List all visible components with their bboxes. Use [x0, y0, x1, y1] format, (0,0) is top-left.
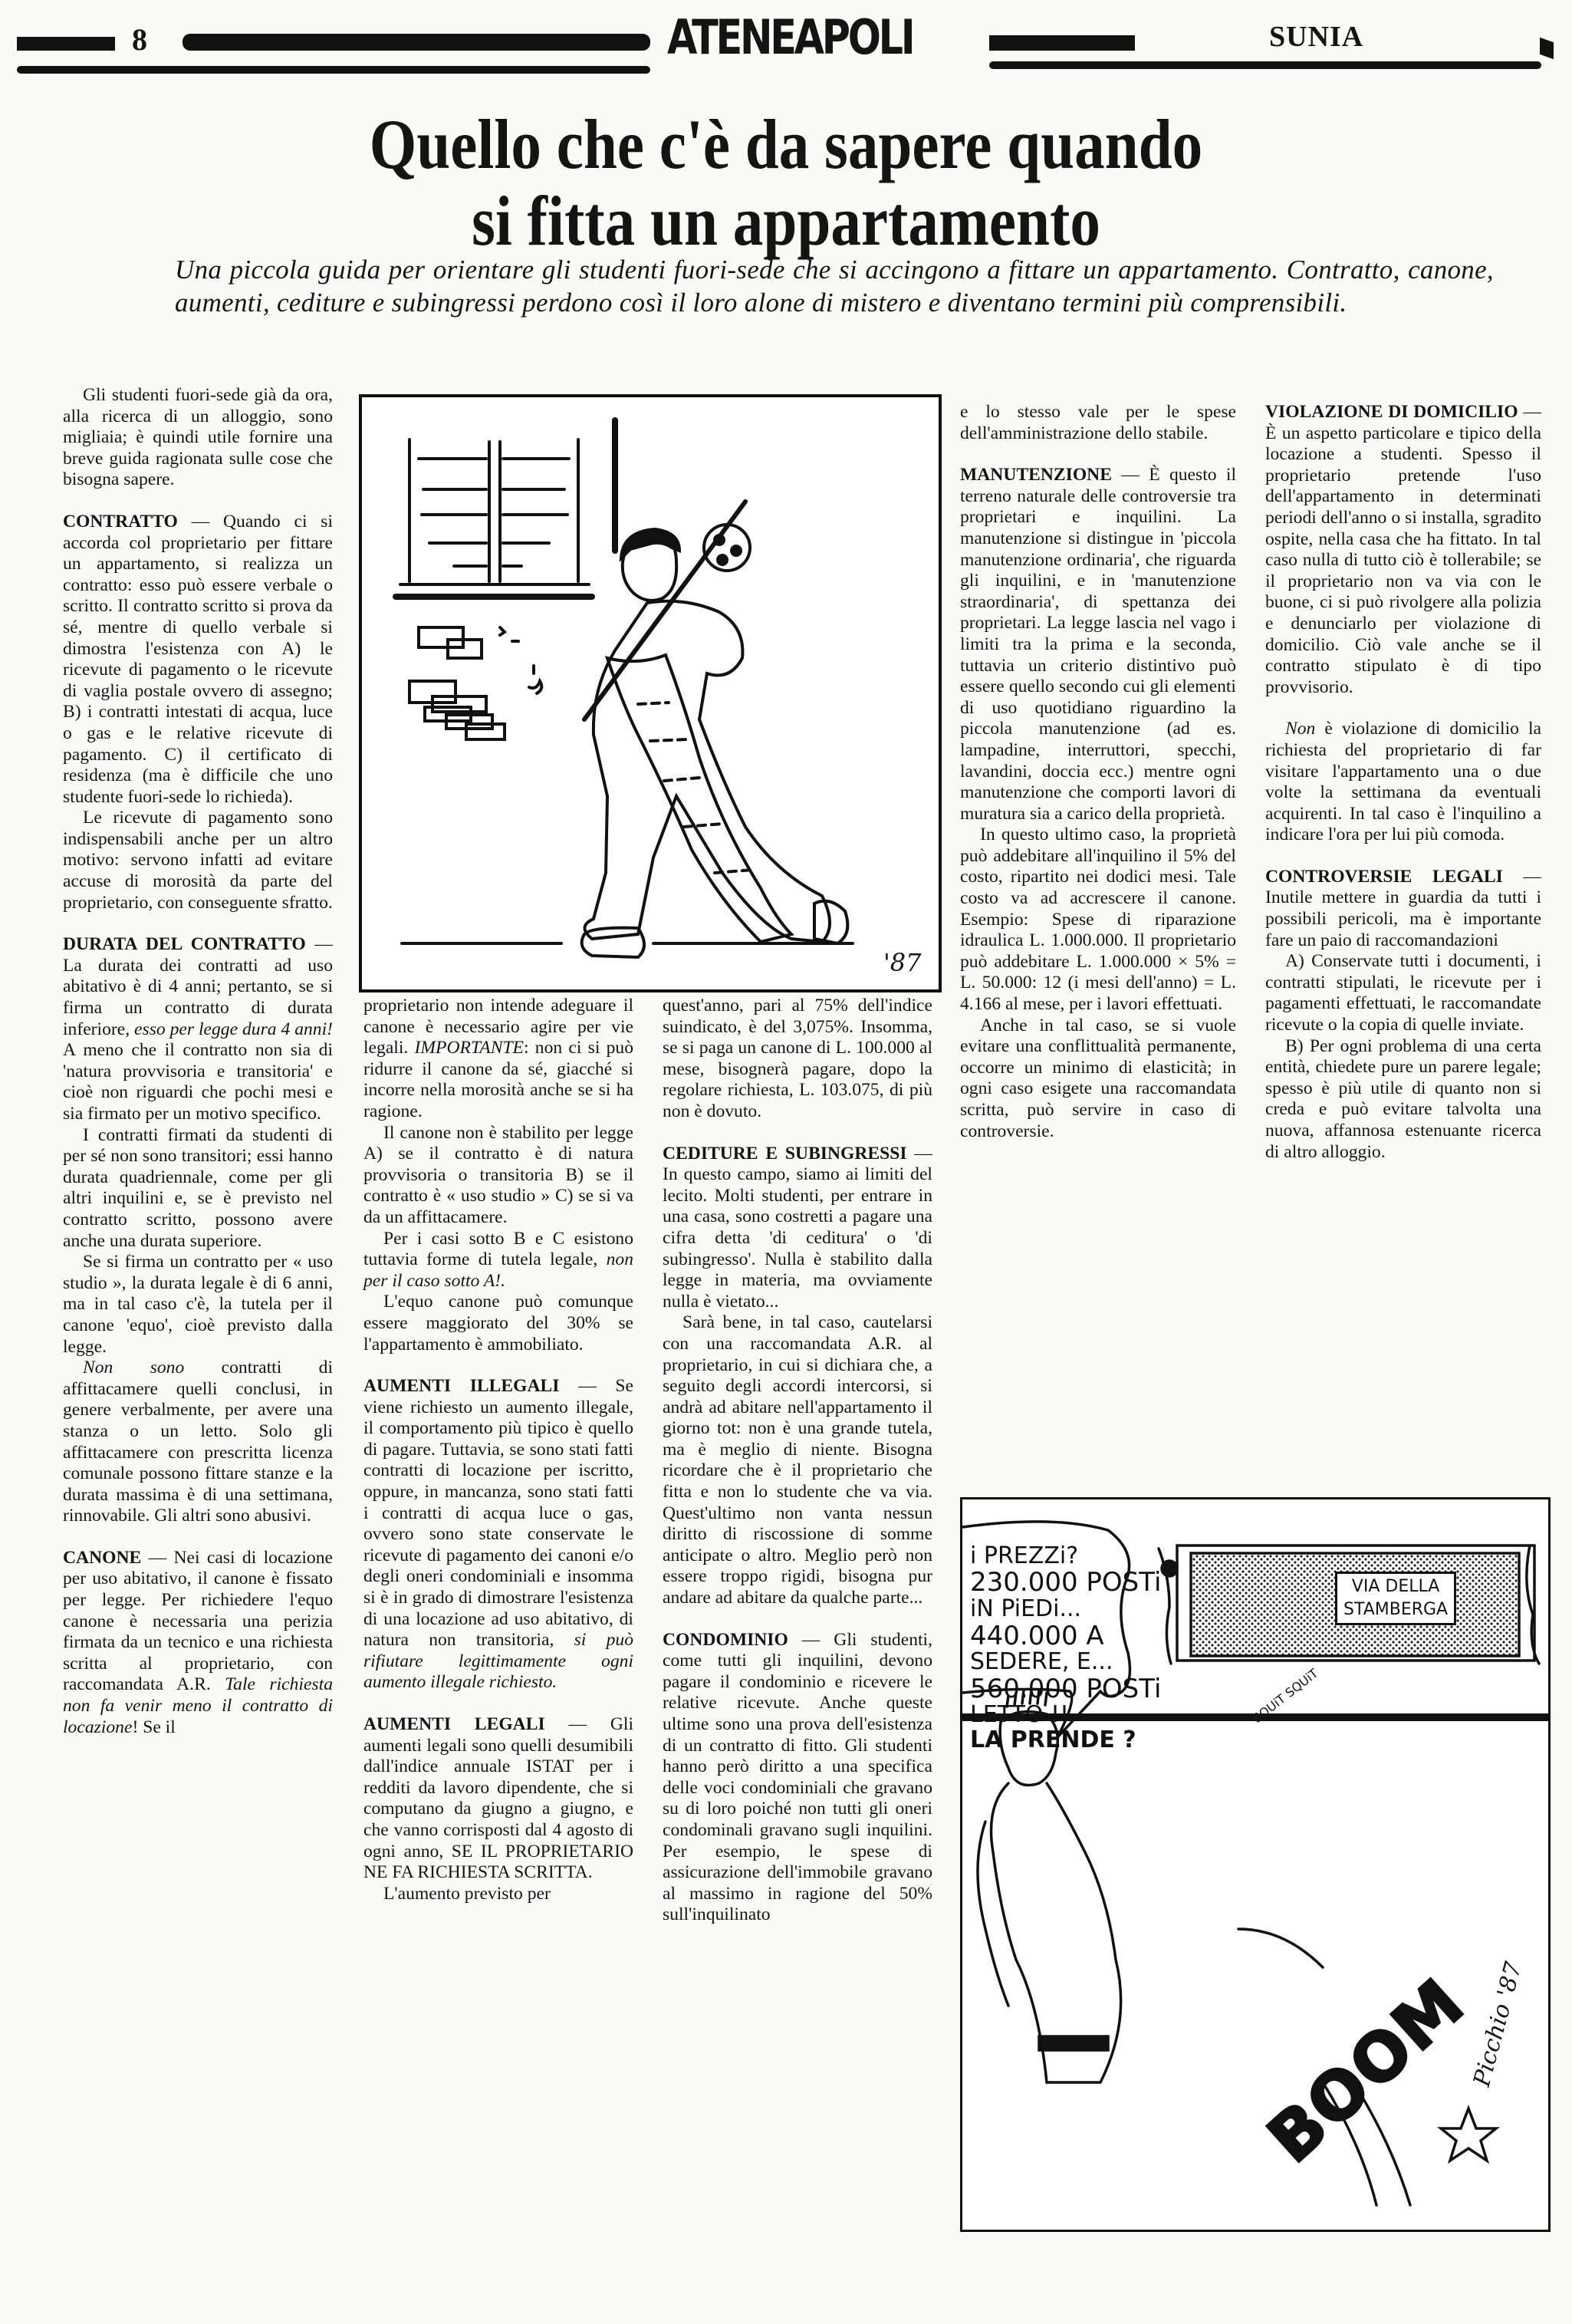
- section-contratto: CONTRATTO — Quando ci si accorda col proprietario per fittare un appartamento, si realizza un contratto: esso può essere verbale o scritto. Il contratto scritto si prova da sé, mentre di quello verbale si dimostra l'esistenza con A) le ricevute di pagamento o le ricevute di vaglia postale ovvero di assegno; B) i contratti intestati di acqua, luce o gas e le relative ricevute di pagamento. C) il certificato di residenza (ma è difficile che uno studente fuori-sede lo richieda).: [63, 511, 333, 807]
- cartoon-signature: Picchio '87: [1468, 1959, 1528, 2090]
- heading-manutenzione: MANUTENZIONE: [960, 465, 1112, 486]
- speech-bubble: [970, 1544, 1161, 1753]
- paragraph-equo-canone: L'equo canone può comunque essere maggiorato del 30% se l'appartamento è ammobiliato.: [363, 1292, 633, 1355]
- section-aumenti-legali: AUMENTI LEGALI — Gli aumenti legali sono quelli desumibili dall'indice annuale ISTAT per i redditi da lavoro dipendente, che si computano da giugno a giugno, e che vanno corrisposti dal 4 agosto di ogni anno, SE IL PROPRIETARIO NE FA RICHIESTA SCRITTA.: [363, 1714, 633, 1883]
- masthead-rule-right-short: [989, 35, 1135, 51]
- column-4: [960, 402, 1236, 1142]
- heading-aumenti-illegali: AUMENTI ILLEGALI: [363, 1376, 560, 1397]
- masthead-rule-left-bottom: [17, 66, 650, 74]
- speech-line: LA PRENDE ?: [970, 1726, 1136, 1753]
- paragraph-uso-studio: Se si firma un contratto per « uso studio », la durata legale è di 6 anni, ma in tal caso c'è, la tutela per il canone 'equo', cioè previsto dalla legge.: [63, 1252, 333, 1357]
- speech-line: iN PiEDi...: [970, 1595, 1082, 1623]
- speech-line: SEDERE, E...: [970, 1648, 1113, 1676]
- sound-effect-squit: SQUiT SQUiT: [1250, 1665, 1321, 1726]
- section-violazione: VIOLAZIONE DI DOMICILIO — È un aspetto particolare e tipico della locazione a studenti. Spesso il proprietario pretende l'uso dell'appartamento in determinati periodi dell'anno o si installa, sgradito ospite, nella casa che ha fittato. In tal caso nulla di tutto ciò è tollerabile; se il proprietario non va via con le buone, ci si può rivolgere alla polizia e denunciarlo per violazione di domicilio. Ciò vale anche se il contratto stipulato è di tipo provvisorio.: [1265, 402, 1541, 697]
- illustration-signature: '87: [883, 948, 922, 977]
- section-manutenzione: MANUTENZIONE — È questo il terreno naturale delle controversie tra proprietari e inquilini. La manutenzione si distingue in 'piccola manutenzione ordinaria', che riguarda gli inquilini, e in 'manutenzione straordinaria', di spettanza dei proprietari. La legge lascia nel vago i limiti tra la prima e la seconda, tuttavia un criterio distintivo può essere quello secondo cui gli elementi di uso quotidiano riguardino la piccola manutenzione (ad es. lampadine, interruttori, specchi, lavandini, doccia ecc.) mentre ogni manutenzione che comporti lavori di muratura sia a carico della proprietà.: [960, 465, 1236, 824]
- heading-canone: CANONE: [63, 1547, 142, 1568]
- sign-line-2: STAMBERGA: [1343, 1600, 1449, 1619]
- cartoon-stamberga: [960, 1497, 1551, 2232]
- heading-contratto: CONTRATTO: [63, 511, 178, 532]
- paragraph-sara-bene: Sarà bene, in tal caso, cautelarsi con una raccomandata A.R. al proprietario, in cui si dichiara che, a seguito degli accordi intercorsi, si andrà ad abitare nell'appartamento il giorno tot: non è una grande tutela, ma è meglio di niente. Bisogna ricordare che è il proprietario che fitta e non lo studente che va via. Quest'ultimo non vanta nessun diritto di riscossione di somme anticipate o altro. Meglio però non essere troppo rigidi, bisogna pur andare ad abitare da qualche parte...: [663, 1312, 932, 1608]
- masthead: [0, 0, 1572, 84]
- recommendation-b: B) Per ogni problema di una certa entità, chiedete pure un parere legale; spesso è più utile di quanto non si creda e può evitare talvolta una nuova, affannosa estenuante ricerca di altro alloggio.: [1265, 1035, 1541, 1162]
- paragraph-anche: Anche in tal caso, se si vuole evitare una conflittualità permanente, occorre un minimo di elasticità; in ogni caso esigete una raccomandata scritta, può servire in caso di controversie.: [960, 1015, 1236, 1141]
- section-aumenti-illegali: AUMENTI ILLEGALI — Se viene richiesto un aumento illegale, il comportamento più tipico è quello di pagare. Tuttavia, se sono stati fatti contratti di locazione per iscritto, oppure, in mancanza, sono stati fatti i contratti di acqua luce o gas, ovvero sono state conservate le ricevute di pagamento dei canoni e/o degli oneri condominiali e insomma si è in grado di dimostrare l'esistenza di una locazione ad uso abitativo, di natura non transitoria, si può rifiutare legittimamente ogni aumento illegale richiesto.: [363, 1376, 634, 1693]
- heading-condominio: CONDOMINIO: [663, 1629, 788, 1650]
- column-5: [1265, 402, 1541, 1163]
- masthead-rule-left-top: [183, 34, 650, 51]
- section-cediture: CEDITURE E SUBINGRESSI — In questo campo, siamo ai limiti del lecito. Molti studenti, per entrare in una casa, sono costretti a pagare una cifra detta 'di ceditura' o 'di subingresso'. Nulla è stabilito dalla legge in materia, ma ovviamente nulla è vietato...: [663, 1143, 932, 1312]
- headline-line-1: Quello che c'è da sapere quando: [369, 105, 1203, 183]
- sign-line-1: VIA DELLA: [1351, 1577, 1440, 1596]
- paragraph-canone-cont: proprietario non intende adeguare il canone è necessario agire per vie legali. IMPORTANTE: non ci si può ridurre il canone da sé, giacché si incorre nella morosità anche se si ha ragione.: [363, 996, 634, 1121]
- heading-cediture: CEDITURE E SUBINGRESSI: [663, 1143, 907, 1164]
- speech-line: 230.000 POSTi: [970, 1567, 1162, 1598]
- speech-line: LETTO !!: [970, 1701, 1069, 1729]
- paragraph-non-violazione: Non è violazione di domicilio la richiesta del proprietario di far visitare l'appartamento una o due volte la settimana da eventuali acquirenti. In tal caso è l'inquilino a indicare l'ora per lui più comoda.: [1265, 719, 1541, 845]
- section-label: SUNIA: [1269, 21, 1364, 53]
- paragraph-firmati: I contratti firmati da studenti di per sé non sono transitori; essi hanno durata quadriennale, come per gli altri inquilini e, se è previsto nel contratto scritto, possono avere anche una durata superiore.: [63, 1124, 333, 1251]
- section-condominio: CONDOMINIO — Gli studenti, come tutti gli inquilini, devono pagare il condominio e ricevere le relative ricevute. Anche queste ultime sono una prova dell'esistenza di un contratto di fitto. Gli studenti hanno però diritto a una specifica delle voci condominiali che gravano su di loro poiché non tutti gli oneri condominali gravano sugli inquilini. Per esempio, le spese di assicurazione dell'immobile gravano al massimo in ragione del 50% sull'inquilinato: [663, 1629, 932, 1925]
- column-2: [363, 996, 633, 1904]
- page-number: 8: [132, 22, 147, 57]
- paragraph-ultimo-caso: In questo ultimo caso, la proprietà può addebitare all'inquilino il 5% del costo, ripartito nei dodici mesi. Tale costo va ad accrescere il canone. Esempio: Spese di riparazione idraulica L. 1.000.000. Il proprietario può addebitare L. 1.000.000 × 5% = L. 50.000: 12 (i mesi dell'anno) = L. 4.166 al mese, per i lavori effettuati.: [960, 825, 1236, 1015]
- masthead-hook-ornament: [1540, 38, 1554, 60]
- article-standfirst: Una piccola guida per orientare gli studenti fuori-sede che si accingono a fittare un appartamento. Contratto, canone, aumenti, cediture e subingressi perdono così il loro alone di mistero e diventano termini più comprensibili.: [175, 255, 1494, 318]
- illustration-student-moving: [359, 394, 942, 992]
- heading-controversie: CONTROVERSIE LEGALI: [1265, 866, 1503, 887]
- masthead-rule-right-long: [989, 61, 1541, 69]
- paragraph-aumento-cont: quest'anno, pari al 75% dell'indice suindicato, è del 3,075%. Insomma, se si paga un canone di L. 100.000 al mese, bisognerà pagare, dopo la regolare richiesta, L. 103.075, di più non è dovuto.: [663, 996, 932, 1121]
- recommendation-a: A) Conservate tutti i documenti, i contratti stipulati, le ricevute per i pagamenti effettuati, le raccomandate ricevute o la copia di quelle inviate.: [1265, 951, 1541, 1035]
- speech-line: 560.000 POSTi: [970, 1673, 1162, 1704]
- illustration-drawing: [362, 397, 939, 989]
- sound-effect-boom: BOOM: [1254, 1964, 1479, 2178]
- section-canone: CANONE — Nei casi di locazione per uso abitativo, il canone è fissato per legge. Per richiedere l'equo canone è necessaria una perizia firmata da un tecnico e una richiesta scritta al proprietario, con raccomandata A.R. Tale richiesta non fa venir meno il contratto di locazione! Se il: [63, 1547, 333, 1737]
- paragraph-affittacamere: Non sono contratti di affittacamere quelli conclusi, in genere verbalmente, per avere una stanza o un letto. Solo gli affittacamere con prescritta licenza comunale possono fittare stanze e la durata massima è di una settimana, rinnovabile. Gli altri sono abusivi.: [63, 1358, 333, 1526]
- paragraph-aumento-previsto: L'aumento previsto per: [383, 1883, 551, 1904]
- headline-line-2: si fitta un appartamento: [472, 182, 1100, 260]
- paragraph-ricevute: Le ricevute di pagamento sono indispensabili anche per un altro motivo: servono infatti ad evitare accuse di morosità da parte del proprietario, con conseguente sfratto.: [63, 808, 333, 913]
- paragraph-non-stabilito: Il canone non è stabilito per legge A) se il contratto è di natura provvisoria o transitoria B) se il contratto è « uso studio » C) se si va da un affittacamere.: [363, 1122, 633, 1227]
- heading-violazione: VIOLAZIONE DI DOMICILIO: [1265, 402, 1518, 422]
- article-headline: [242, 106, 1330, 259]
- section-durata: DURATA DEL CONTRATTO — La durata dei contratti ad uso abitativo è di 4 anni; pertanto, se si firma un contratto di durata inferiore, esso per legge dura 4 anni! A meno che il contratto non sia di 'natura provvisoria e transitoria' e cioè non riguardi che pochi mesi e sia firmato per un motivo specifico.: [63, 934, 334, 1124]
- masthead-rule-left-short: [17, 37, 115, 51]
- column-1: [63, 385, 333, 1738]
- speech-line: 440.000 A: [970, 1620, 1104, 1651]
- street-sign: [1335, 1572, 1456, 1625]
- heading-aumenti-legali: AUMENTI LEGALI: [363, 1714, 545, 1734]
- paragraph-casi-bc: Per i casi sotto B e C esistono tuttavia forme di tutela legale, non per il caso sotto A!.: [363, 1228, 633, 1291]
- section-controversie: CONTROVERSIE LEGALI — Inutile mettere in guardia da tutti i possibili pericoli, ma è importante fare un paio di raccomandazioni: [1265, 866, 1541, 950]
- heading-durata: DURATA DEL CONTRATTO: [63, 934, 306, 955]
- column-3: [663, 996, 932, 1926]
- publication-logo: ATENEAPOLI: [667, 9, 913, 65]
- paragraph-spese-cont: e lo stesso vale per le spese dell'amministrazione dello stabile.: [960, 402, 1236, 443]
- intro-paragraph: Gli studenti fuori-sede già da ora, alla ricerca di un alloggio, sono migliaia; è quindi utile fornire una breve guida ragionata sulle cose che bisogna sapere.: [63, 385, 333, 490]
- speech-line: i PREZZi?: [970, 1542, 1079, 1569]
